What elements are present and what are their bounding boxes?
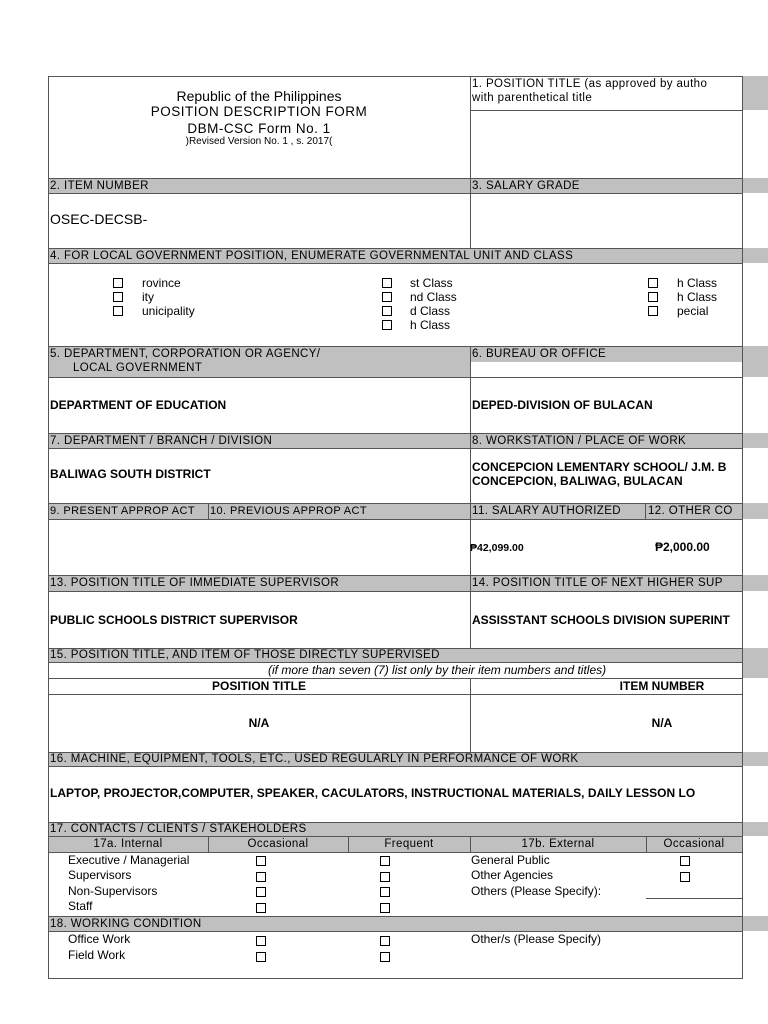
second-class-option: nd Class <box>410 290 457 304</box>
local-government-label: 4. FOR LOCAL GOVERNMENT POSITION, ENUMERATE GOVERNMENTAL UNIT AND CLASS <box>50 250 574 262</box>
position-title-label: 1. POSITION TITLE (as approved by autho <box>472 78 708 90</box>
salary-grade-label: 3. SALARY GRADE <box>472 180 580 192</box>
first-class-checkbox[interactable] <box>382 278 392 288</box>
internal-row-staff: Staff <box>68 899 93 913</box>
non-supervisors-frequent-checkbox[interactable] <box>380 887 390 897</box>
previous-approp-label: 10. PREVIOUS APPROP ACT <box>210 505 367 517</box>
second-class-checkbox[interactable] <box>382 292 392 302</box>
department-sublabel: LOCAL GOVERNMENT <box>73 362 203 374</box>
special-option: pecial <box>677 304 709 318</box>
other-compensation-field[interactable]: ₱2,000.00 <box>655 540 710 554</box>
salary-authorized-field[interactable]: ₱42,099.00 <box>470 542 524 554</box>
internal-row-executive: Executive / Managerial <box>68 853 190 867</box>
external-row-general-public: General Public <box>471 853 550 867</box>
header-form-number: DBM-CSC Form No. 1 <box>187 121 331 136</box>
present-approp-label: 9. PRESENT APPROP ACT <box>50 505 195 517</box>
position-title-sublabel: with parenthetical title <box>472 92 593 104</box>
department-field[interactable]: DEPARTMENT OF EDUCATION <box>50 398 227 412</box>
fourth-class-option: h Class <box>410 318 451 332</box>
province-checkbox[interactable] <box>113 278 123 288</box>
header-version: )Revised Version No. 1 , s. 2017( <box>185 136 333 147</box>
header-republic: Republic of the Philippines <box>176 88 342 104</box>
fifth-class-option: h Class <box>677 276 718 290</box>
working-condition-field: Field Work <box>68 948 126 962</box>
external-row-other-agencies: Other Agencies <box>471 868 554 882</box>
equipment-field[interactable]: LAPTOP, PROJECTOR,COMPUTER, SPEAKER, CACULATORS, INSTRUCTIONAL MATERIALS, DAILY LESSON LO <box>50 786 696 800</box>
fourth-class-checkbox[interactable] <box>382 320 392 330</box>
supervisors-occasional-checkbox[interactable] <box>256 872 266 882</box>
occasional-external-header: Occasional <box>663 838 725 850</box>
equipment-label: 16. MACHINE, EQUIPMENT, TOOLS, ETC., USED REGULARLY IN PERFORMANCE OF WORK <box>50 753 579 765</box>
item-number-label: 2. ITEM NUMBER <box>50 180 149 192</box>
internal-row-supervisors: Supervisors <box>68 868 132 882</box>
directly-supervised-note: (if more than seven (7) list only by their item numbers and titles) <box>268 663 607 677</box>
province-option: rovince <box>142 276 181 290</box>
header-form-title: POSITION DESCRIPTION FORM <box>150 104 368 119</box>
internal-header: 17a. Internal <box>93 838 163 850</box>
supervised-item-number-field[interactable]: N/A <box>651 716 673 730</box>
immediate-supervisor-field[interactable]: PUBLIC SCHOOLS DISTRICT SUPERVISOR <box>50 613 298 627</box>
field-work-frequent-checkbox[interactable] <box>380 952 390 962</box>
item-number-field[interactable]: OSEC-DECSB- <box>50 211 148 227</box>
other-compensation-label: 12. OTHER CO <box>648 505 733 517</box>
city-checkbox[interactable] <box>113 292 123 302</box>
municipality-checkbox[interactable] <box>113 306 123 316</box>
special-checkbox[interactable] <box>648 306 658 316</box>
item-number-column-header: ITEM NUMBER <box>619 679 705 693</box>
department-label: 5. DEPARTMENT, CORPORATION OR AGENCY/ <box>50 348 321 360</box>
third-class-checkbox[interactable] <box>382 306 392 316</box>
municipality-option: unicipality <box>142 304 195 318</box>
sixth-class-checkbox[interactable] <box>648 292 658 302</box>
field-work-occasional-checkbox[interactable] <box>256 952 266 962</box>
workstation-field[interactable]: CONCEPCION LEMENTARY SCHOOL/ J.M. B <box>472 460 727 474</box>
staff-occasional-checkbox[interactable] <box>256 903 266 913</box>
working-condition-office: Office Work <box>68 932 131 946</box>
office-work-occasional-checkbox[interactable] <box>256 936 266 946</box>
other-agencies-occasional-checkbox[interactable] <box>680 872 690 882</box>
frequent-header: Frequent <box>384 838 434 850</box>
branch-label: 7. DEPARTMENT / BRANCH / DIVISION <box>50 435 273 447</box>
executive-occasional-checkbox[interactable] <box>256 856 266 866</box>
next-higher-supervisor-label: 14. POSITION TITLE OF NEXT HIGHER SUP <box>472 577 723 589</box>
fifth-class-checkbox[interactable] <box>648 278 658 288</box>
non-supervisors-occasional-checkbox[interactable] <box>256 887 266 897</box>
internal-row-non-supervisors: Non-Supervisors <box>68 884 158 898</box>
third-class-option: d Class <box>410 304 451 318</box>
salary-authorized-label: 11. SALARY AUTHORIZED <box>472 505 622 517</box>
working-condition-other: Other/s (Please Specify) <box>471 932 602 946</box>
branch-field[interactable]: BALIWAG SOUTH DISTRICT <box>50 467 211 481</box>
position-title-column-header: POSITION TITLE <box>211 679 306 693</box>
supervised-position-title-field[interactable]: N/A <box>248 716 270 730</box>
bureau-label: 6. BUREAU OR OFFICE <box>472 348 607 360</box>
general-public-occasional-checkbox[interactable] <box>680 856 690 866</box>
occasional-header: Occasional <box>247 838 309 850</box>
office-work-frequent-checkbox[interactable] <box>380 936 390 946</box>
first-class-option: st Class <box>410 276 453 290</box>
contacts-label: 17. CONTACTS / CLIENTS / STAKEHOLDERS <box>50 823 307 835</box>
external-header: 17b. External <box>521 838 595 850</box>
workstation-label: 8. WORKSTATION / PLACE OF WORK <box>472 435 687 447</box>
external-row-others: Others (Please Specify): <box>471 884 602 898</box>
sixth-class-option: h Class <box>677 290 718 304</box>
working-condition-label: 18. WORKING CONDITION <box>50 918 202 930</box>
directly-supervised-label: 15. POSITION TITLE, AND ITEM OF THOSE DIRECTLY SUPERVISED <box>50 649 440 661</box>
city-option: ity <box>142 290 154 304</box>
supervisors-frequent-checkbox[interactable] <box>380 872 390 882</box>
staff-frequent-checkbox[interactable] <box>380 903 390 913</box>
workstation-field-line2: CONCEPCION, BALIWAG, BULACAN <box>472 474 683 488</box>
executive-frequent-checkbox[interactable] <box>380 856 390 866</box>
bureau-field[interactable]: DEPED-DIVISION OF BULACAN <box>472 398 653 412</box>
next-higher-supervisor-field[interactable]: ASSISSTANT SCHOOLS DIVISION SUPERINT <box>472 613 730 627</box>
immediate-supervisor-label: 13. POSITION TITLE OF IMMEDIATE SUPERVISOR <box>50 577 340 589</box>
